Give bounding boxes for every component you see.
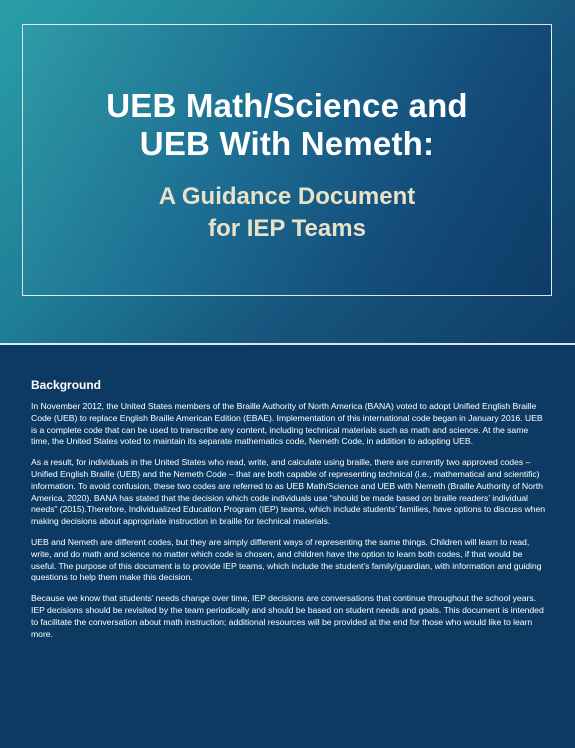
paragraph-2: As a result, for individuals in the United States who read, write, and calculate using braille, there are currently two approved codes – Unified English Braille (UEB) and the Nemeth Code – that are both capable of representing technical (i.e., mathematical and scientific) information. To avoid confusion, these two codes are referred to as UEB Math/Science and UEB with Nemeth (Braille Authority of North America, 2020). BANA has stated that the decision which code individuals use “should be made based on braille readers’ individual needs” (2015).Therefore, Individualized Education Program (IEP) teams, which include students’ families, have options to discuss when making decisions about appropriate instruction in braille for technical materials.: [31, 457, 546, 527]
document-title: [23, 87, 551, 163]
cover-banner: [0, 0, 575, 345]
document-subtitle: [23, 181, 551, 245]
paragraph-3: UEB and Nemeth are different codes, but they are simply different ways of representing the same things. Children will learn to read, write, and do math and science no matter which code is chosen, and children have the option to learn both codes, if that would be useful. The purpose of this document is to provide IEP teams, which include the student’s family/guardian, with information and guiding questions to help them make this decision.: [31, 536, 542, 583]
title-line-1: UEB Math/Science and: [106, 87, 468, 124]
title-line-2: UEB With Nemeth:: [139, 125, 435, 162]
title-box: [22, 24, 552, 296]
background-section: [31, 378, 549, 649]
paragraph-4: Because we know that students’ needs change over time, IEP decisions are conversations that continue throughout the school years. IEP decisions should be revisited by the team periodically and should be based on student needs and goals. This document is intended to facilitate the conversation about math instruction; additional resources will be provided at the end for those who would like to learn more.: [31, 593, 544, 639]
subtitle-line-2: for IEP Teams: [208, 215, 366, 242]
subtitle-line-1: A Guidance Document: [158, 183, 416, 210]
section-heading: Background: [31, 378, 102, 392]
paragraph-1: In November 2012, the United States members of the Braille Authority of North America (BANA) voted to adopt Unified English Braille Code (UEB) to replace English Braille American Edition (EBAE). Implementation of this international code began in January 2016. UEB is a complete code that can be used to transcribe any content, including technical materials such as math and science. At the same time, the United States voted to maintain its separate mathematics code, Nemeth Code, in addition to adopting UEB.: [31, 401, 543, 447]
